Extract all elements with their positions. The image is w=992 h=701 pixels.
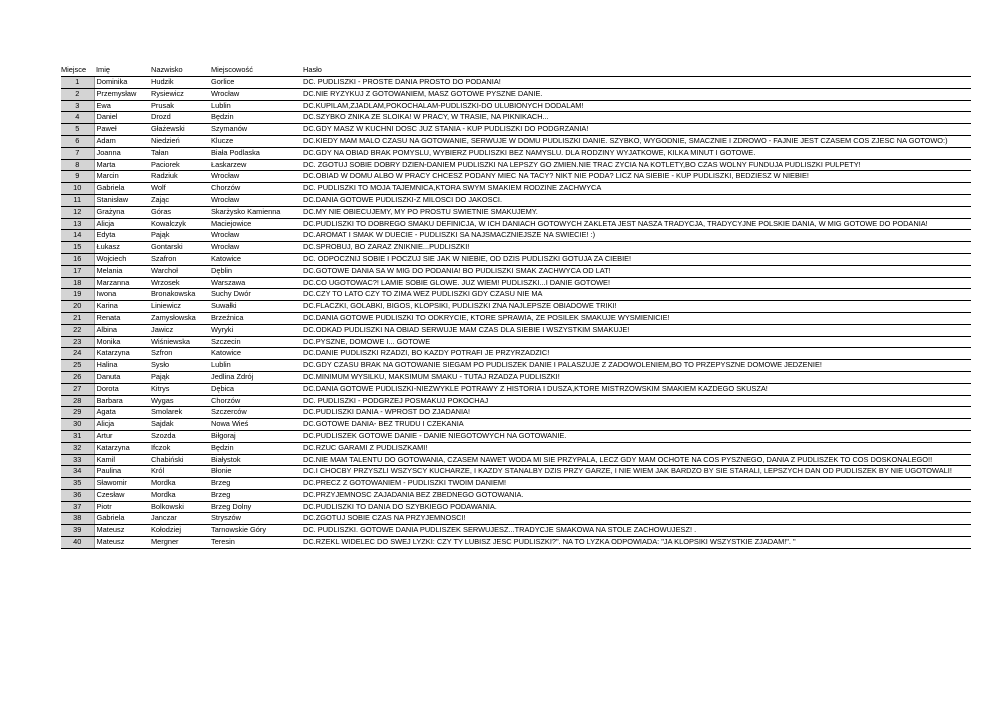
slogan-cell: DC.SZYBKO ZNIKA ZE SLOIKA! W PRACY, W TRASIE, NA PIKNIKACH... <box>301 112 971 124</box>
first-name-cell: Joanna <box>94 147 149 159</box>
city-cell: Teresin <box>209 537 301 549</box>
table-row <box>61 489 971 501</box>
city-cell: Szczecin <box>209 336 301 348</box>
city-cell: Stryszów <box>209 513 301 525</box>
city-cell: Wrocław <box>209 194 301 206</box>
place-cell: 16 <box>61 253 94 265</box>
table-row <box>61 194 971 206</box>
table-row <box>61 159 971 171</box>
city-cell: Tarnowskie Góry <box>209 525 301 537</box>
first-name-cell: Paulina <box>94 466 149 478</box>
last-name-cell: Wygas <box>149 395 209 407</box>
place-cell: 26 <box>61 371 94 383</box>
table-row <box>61 242 971 254</box>
place-cell: 30 <box>61 419 94 431</box>
table-row <box>61 395 971 407</box>
table-row <box>61 230 971 242</box>
last-name-cell: Warchoł <box>149 265 209 277</box>
place-cell: 25 <box>61 360 94 372</box>
last-name-cell: Pająk <box>149 371 209 383</box>
city-cell: Warszawa <box>209 277 301 289</box>
header-place: Miejsce <box>61 65 94 77</box>
place-cell: 15 <box>61 242 94 254</box>
slogan-cell: DC.KUPILAM,ZJADLAM,POKOCHALAM-PUDLISZKI-DO ULUBIONYCH DODALAM! <box>301 100 971 112</box>
table-row <box>61 135 971 147</box>
table-row <box>61 466 971 478</box>
place-cell: 36 <box>61 489 94 501</box>
place-cell: 19 <box>61 289 94 301</box>
city-cell: Dęblin <box>209 265 301 277</box>
slogan-cell: DC. PUDLISZKI - PODGRZEJ POSMAKUJ POKOCHAJ <box>301 395 971 407</box>
last-name-cell: Zamysłowska <box>149 312 209 324</box>
table-row <box>61 77 971 89</box>
table-row <box>61 265 971 277</box>
first-name-cell: Gabriela <box>94 183 149 195</box>
last-name-cell: Sajdak <box>149 419 209 431</box>
last-name-cell: Niedzień <box>149 135 209 147</box>
last-name-cell: Wolf <box>149 183 209 195</box>
first-name-cell: Ewa <box>94 100 149 112</box>
table-row <box>61 112 971 124</box>
table-row <box>61 324 971 336</box>
header-city: Miejscowość <box>209 65 301 77</box>
slogan-cell: DC.GDY MASZ W KUCHNI DOSC JUZ STANIA - KUP PUDLISZKI DO PODGRZANIA! <box>301 124 971 136</box>
slogan-cell: DC.CZY TO LATO CZY TO ZIMA WEZ PUDLISZKI GDY CZASU NIE MA <box>301 289 971 301</box>
place-cell: 38 <box>61 513 94 525</box>
first-name-cell: Edyta <box>94 230 149 242</box>
city-cell: Będzin <box>209 442 301 454</box>
city-cell: Lublin <box>209 100 301 112</box>
place-cell: 21 <box>61 312 94 324</box>
last-name-cell: Szafron <box>149 253 209 265</box>
city-cell: Jedlina Zdrój <box>209 371 301 383</box>
first-name-cell: Łukasz <box>94 242 149 254</box>
header-last-name: Nazwisko <box>149 65 209 77</box>
first-name-cell: Dominika <box>94 77 149 89</box>
first-name-cell: Danuta <box>94 371 149 383</box>
first-name-cell: Agata <box>94 407 149 419</box>
slogan-cell: DC.AROMAT I SMAK W DUECIE - PUDLISZKI SA NAJSMACZNIEJSZE NA SWIECIE! :) <box>301 230 971 242</box>
last-name-cell: Kowalczyk <box>149 218 209 230</box>
place-cell: 2 <box>61 88 94 100</box>
place-cell: 9 <box>61 171 94 183</box>
slogan-cell: DC.PYSZNE, DOMOWE I... GOTOWE <box>301 336 971 348</box>
slogan-cell: DC.FLACZKI, GOLABKI, BIGOS, KLOPSIKI, PUDLISZKI ZNA NAJLEPSZE OBIADOWE TRIKI! <box>301 301 971 313</box>
first-name-cell: Piotr <box>94 501 149 513</box>
last-name-cell: Wiśniewska <box>149 336 209 348</box>
first-name-cell: Daniel <box>94 112 149 124</box>
place-cell: 32 <box>61 442 94 454</box>
city-cell: Wrocław <box>209 171 301 183</box>
table-row <box>61 442 971 454</box>
first-name-cell: Sławomir <box>94 478 149 490</box>
table-row <box>61 301 971 313</box>
first-name-cell: Gabriela <box>94 513 149 525</box>
table-row <box>61 407 971 419</box>
city-cell: Szymanów <box>209 124 301 136</box>
city-cell: Błonie <box>209 466 301 478</box>
slogan-cell: DC.PUDLISZEK GOTOWE DANIE - DANIE NIEGOTOWYCH NA GOTOWANIE. <box>301 430 971 442</box>
city-cell: Lublin <box>209 360 301 372</box>
last-name-cell: Drozd <box>149 112 209 124</box>
city-cell: Szczerców <box>209 407 301 419</box>
slogan-cell: DC.DANIE PUDLISZKI RZADZI, BO KAZDY POTRAFI JE PRZYRZADZIC! <box>301 348 971 360</box>
city-cell: Suwałki <box>209 301 301 313</box>
city-cell: Chorzów <box>209 183 301 195</box>
city-cell: Skarżysko Kamienna <box>209 206 301 218</box>
table-row <box>61 537 971 549</box>
first-name-cell: Marzanna <box>94 277 149 289</box>
last-name-cell: Smolarek <box>149 407 209 419</box>
last-name-cell: Hudzik <box>149 77 209 89</box>
place-cell: 39 <box>61 525 94 537</box>
slogan-cell: DC. ODPOCZNIJ SOBIE I POCZUJ SIE JAK W NIEBIE, OD DZIS PUDLISZKI GOTUJA ZA CIEBIE! <box>301 253 971 265</box>
table-body <box>61 77 971 549</box>
last-name-cell: Kitrys <box>149 383 209 395</box>
place-cell: 31 <box>61 430 94 442</box>
last-name-cell: Liniewicz <box>149 301 209 313</box>
results-table <box>61 65 971 549</box>
last-name-cell: Tałan <box>149 147 209 159</box>
slogan-cell: DC.DANIA GOTOWE PUDLISZKI-NIEZWYKLE POTRAWY Z HISTORIA I DUSZA,KTORE MISTRZOWSKIM SMAKIEM KAZDEGO SKUSZA! <box>301 383 971 395</box>
table-row <box>61 312 971 324</box>
first-name-cell: Czesław <box>94 489 149 501</box>
slogan-cell: DC.PRZYJEMNOSC ZAJADANIA BEZ ZBEDNEGO GOTOWANIA. <box>301 489 971 501</box>
first-name-cell: Kamil <box>94 454 149 466</box>
last-name-cell: Szozda <box>149 430 209 442</box>
table-row <box>61 336 971 348</box>
table-row <box>61 419 971 431</box>
slogan-cell: DC.CO UGOTOWAC?! LAMIE SOBIE GLOWE. JUZ WIEM! PUDLISZKI...I DANIE GOTOWE! <box>301 277 971 289</box>
city-cell: Wrocław <box>209 242 301 254</box>
place-cell: 7 <box>61 147 94 159</box>
last-name-cell: Pająk <box>149 230 209 242</box>
table-row <box>61 218 971 230</box>
table-row <box>61 501 971 513</box>
slogan-cell: DC.KIEDY MAM MALO CZASU NA GOTOWANIE, SERWUJE W DOMU PUDLISZKI DANIE. SZYBKO, WYGODNIE, SMACZNIE I ZDROWO - FAJNIE JEST CZASEM COS ZJESC NA GOTOWO:) <box>301 135 971 147</box>
slogan-cell: DC.DANIA GOTOWE PUDLISZKI TO ODKRYCIE, KTORE SPRAWIA, ZE POSILEK SMAKUJE WYSMIENICIE! <box>301 312 971 324</box>
slogan-cell: DC.NIE RYZYKUJ Z GOTOWANIEM, MASZ GOTOWE PYSZNE DANIE. <box>301 88 971 100</box>
slogan-cell: DC.ZGOTUJ SOBIE CZAS NA PRZYJEMNOSCI! <box>301 513 971 525</box>
last-name-cell: Janczar <box>149 513 209 525</box>
table-row <box>61 171 971 183</box>
table-row <box>61 124 971 136</box>
last-name-cell: Wrzosek <box>149 277 209 289</box>
slogan-cell: DC.NIE MAM TALENTU DO GOTOWANIA, CZASEM NAWET WODA MI SIE PRZYPALA, LECZ GDY MAM OCHOTE NA COS PYSZNEGO, DANIA Z PUDLISZEK TO COS DOSKONALEGO!! <box>301 454 971 466</box>
city-cell: Biała Podlaska <box>209 147 301 159</box>
last-name-cell: Zając <box>149 194 209 206</box>
place-cell: 10 <box>61 183 94 195</box>
last-name-cell: Szfron <box>149 348 209 360</box>
place-cell: 40 <box>61 537 94 549</box>
city-cell: Gorlice <box>209 77 301 89</box>
city-cell: Maciejowice <box>209 218 301 230</box>
city-cell: Wyryki <box>209 324 301 336</box>
slogan-cell: DC.MY NIE OBIECUJEMY, MY PO PROSTU SWIETNIE SMAKUJEMY. <box>301 206 971 218</box>
table-row <box>61 513 971 525</box>
slogan-cell: DC.SPROBUJ, BO ZARAZ ZNIKNIE...PUDLISZKI! <box>301 242 971 254</box>
first-name-cell: Przemysław <box>94 88 149 100</box>
table-row <box>61 277 971 289</box>
first-name-cell: Adam <box>94 135 149 147</box>
table-row <box>61 147 971 159</box>
place-cell: 37 <box>61 501 94 513</box>
city-cell: Biłgoraj <box>209 430 301 442</box>
table-row <box>61 88 971 100</box>
first-name-cell: Katarzyna <box>94 348 149 360</box>
city-cell: Katowice <box>209 253 301 265</box>
last-name-cell: Ifczok <box>149 442 209 454</box>
last-name-cell: Król <box>149 466 209 478</box>
place-cell: 13 <box>61 218 94 230</box>
place-cell: 35 <box>61 478 94 490</box>
place-cell: 1 <box>61 77 94 89</box>
place-cell: 11 <box>61 194 94 206</box>
last-name-cell: Prusak <box>149 100 209 112</box>
city-cell: Wrocław <box>209 230 301 242</box>
place-cell: 20 <box>61 301 94 313</box>
city-cell: Klucze <box>209 135 301 147</box>
first-name-cell: Marcin <box>94 171 149 183</box>
place-cell: 24 <box>61 348 94 360</box>
first-name-cell: Dorota <box>94 383 149 395</box>
first-name-cell: Grażyna <box>94 206 149 218</box>
last-name-cell: Gontarski <box>149 242 209 254</box>
table-row <box>61 430 971 442</box>
place-cell: 29 <box>61 407 94 419</box>
place-cell: 17 <box>61 265 94 277</box>
header-row <box>61 65 971 77</box>
slogan-cell: DC.PUDLISZKI DANIA - WPROST DO ZJADANIA! <box>301 407 971 419</box>
city-cell: Chorzów <box>209 395 301 407</box>
city-cell: Brzeźnica <box>209 312 301 324</box>
first-name-cell: Marta <box>94 159 149 171</box>
first-name-cell: Barbara <box>94 395 149 407</box>
slogan-cell: DC.MINIMUM WYSILKU, MAKSIMUM SMAKU - TUTAJ RZADZA PUDLISZKI! <box>301 371 971 383</box>
first-name-cell: Monika <box>94 336 149 348</box>
first-name-cell: Artur <box>94 430 149 442</box>
place-cell: 23 <box>61 336 94 348</box>
place-cell: 14 <box>61 230 94 242</box>
last-name-cell: Rysiewicz <box>149 88 209 100</box>
first-name-cell: Katarzyna <box>94 442 149 454</box>
city-cell: Białystok <box>209 454 301 466</box>
place-cell: 18 <box>61 277 94 289</box>
place-cell: 3 <box>61 100 94 112</box>
first-name-cell: Iwona <box>94 289 149 301</box>
slogan-cell: DC.RZUC GARAMI Z PUDLISZKAMI! <box>301 442 971 454</box>
place-cell: 22 <box>61 324 94 336</box>
place-cell: 34 <box>61 466 94 478</box>
last-name-cell: Bolkowski <box>149 501 209 513</box>
table-row <box>61 289 971 301</box>
last-name-cell: Chabiński <box>149 454 209 466</box>
first-name-cell: Mateusz <box>94 525 149 537</box>
table-row <box>61 206 971 218</box>
city-cell: Będzin <box>209 112 301 124</box>
last-name-cell: Góras <box>149 206 209 218</box>
first-name-cell: Paweł <box>94 124 149 136</box>
city-cell: Łaskarzew <box>209 159 301 171</box>
first-name-cell: Renata <box>94 312 149 324</box>
city-cell: Brzeg <box>209 478 301 490</box>
last-name-cell: Radziuk <box>149 171 209 183</box>
city-cell: Brzeg <box>209 489 301 501</box>
table-row <box>61 478 971 490</box>
city-cell: Brzeg Dolny <box>209 501 301 513</box>
last-name-cell: Mordka <box>149 489 209 501</box>
slogan-cell: DC. PUDLISZKI - PROSTE DANIA PROSTO DO PODANIA! <box>301 77 971 89</box>
slogan-cell: DC.GDY NA OBIAD BRAK POMYSLU, WYBIERZ PUDLISZKI BEZ NAMYSLU. DLA RODZINY WYJATKOWE, KILKA MINUT I GOTOWE. <box>301 147 971 159</box>
table-row <box>61 383 971 395</box>
first-name-cell: Alicja <box>94 218 149 230</box>
first-name-cell: Karina <box>94 301 149 313</box>
place-cell: 33 <box>61 454 94 466</box>
city-cell: Suchy Dwór <box>209 289 301 301</box>
slogan-cell: DC. PUDLISZKI TO MOJA TAJEMNICA,KTORA SWYM SMAKIEM RODZINE ZACHWYCA <box>301 183 971 195</box>
place-cell: 8 <box>61 159 94 171</box>
first-name-cell: Stanisław <box>94 194 149 206</box>
slogan-cell: DC.ODKAD PUDLISZKI NA OBIAD SERWUJE MAM CZAS DLA SIEBIE I WSZYSTKIM SMAKUJE! <box>301 324 971 336</box>
table-row <box>61 371 971 383</box>
place-cell: 12 <box>61 206 94 218</box>
table-row <box>61 348 971 360</box>
first-name-cell: Alicja <box>94 419 149 431</box>
last-name-cell: Mordka <box>149 478 209 490</box>
last-name-cell: Kołodziej <box>149 525 209 537</box>
first-name-cell: Albina <box>94 324 149 336</box>
place-cell: 6 <box>61 135 94 147</box>
table-row <box>61 525 971 537</box>
table-row <box>61 100 971 112</box>
city-cell: Dębica <box>209 383 301 395</box>
city-cell: Katowice <box>209 348 301 360</box>
slogan-cell: DC. ZGOTUJ SOBIE DOBRY DZIEN-DANIEM PUDLISZKI NA LEPSZY GO ZMIEN.NIE TRAC ZYCIA NA KOTLETY,BO CZAS WOLNY FUNDUJA PUDLISZKI PULPETY! <box>301 159 971 171</box>
table-row <box>61 454 971 466</box>
slogan-cell: DC.PUDLISZKI TO DANIA DO SZYBKIEGO PODAWANIA. <box>301 501 971 513</box>
header-first-name: Imię <box>94 65 149 77</box>
city-cell: Wrocław <box>209 88 301 100</box>
slogan-cell: DC.GOTOWE DANIA SA W MIG DO PODANIA! BO PUDLISZKI SMAK ZACHWYCA OD LAT! <box>301 265 971 277</box>
slogan-cell: DC.OBIAD W DOMU ALBO W PRACY CHCESZ PODANY MIEC NA TACY? NIKT NIE PODA? LICZ NA SIEBIE - KUP PUDLISZKI, BEDZIESZ W NIEBIE! <box>301 171 971 183</box>
first-name-cell: Mateusz <box>94 537 149 549</box>
city-cell: Nowa Wieś <box>209 419 301 431</box>
first-name-cell: Wojciech <box>94 253 149 265</box>
last-name-cell: Jawicz <box>149 324 209 336</box>
table-row <box>61 253 971 265</box>
slogan-cell: DC.DANIA GOTOWE PUDLISZKI-Z MILOSCI DO JAKOSCI. <box>301 194 971 206</box>
header-slogan: Hasło <box>301 65 971 77</box>
slogan-cell: DC.RZEKL WIDELEC DO SWEJ LYZKI: CZY TY LUBISZ JESC PUDLISZKI?". NA TO LYZKA ODPOWIADA: "JA KLOPSIKI WSZYSTKIE ZJADAM!". " <box>301 537 971 549</box>
last-name-cell: Paciorek <box>149 159 209 171</box>
place-cell: 27 <box>61 383 94 395</box>
place-cell: 28 <box>61 395 94 407</box>
place-cell: 5 <box>61 124 94 136</box>
last-name-cell: Głażewski <box>149 124 209 136</box>
table-row <box>61 183 971 195</box>
slogan-cell: DC.GOTOWE DANIA- BEZ TRUDU I CZEKANIA <box>301 419 971 431</box>
first-name-cell: Melania <box>94 265 149 277</box>
slogan-cell: DC.PRECZ Z GOTOWANIEM - PUDLISZKI TWOIM DANIEM! <box>301 478 971 490</box>
slogan-cell: DC. PUDLISZKI. GOTOWE DANIA PUDLISZEK SERWUJESZ...TRADYCJE SMAKOWA NA STOLE ZACHOWUJESZ! . <box>301 525 971 537</box>
slogan-cell: DC.PUDLISZKI TO DOBREGO SMAKU DEFINICJA, W ICH DANIACH GOTOWYCH ZAKLETA JEST NASZA TRADYCJA, TRADYCYJNE POLSKIE DANIA, W MIG GOTOWE DO PODANIA! <box>301 218 971 230</box>
last-name-cell: Sysło <box>149 360 209 372</box>
last-name-cell: Bronakowska <box>149 289 209 301</box>
table-row <box>61 360 971 372</box>
slogan-cell: DC.I CHOCBY PRZYSZLI WSZYSCY KUCHARZE, I KAZDY STANALBY DZIS PRZY GARZE, I NIE WIEM JAK BARDZO BY SIE STARALI, LEPSZYCH DAN OD PUDLISZEK BY NIE UGOTOWALI! <box>301 466 971 478</box>
place-cell: 4 <box>61 112 94 124</box>
last-name-cell: Mergner <box>149 537 209 549</box>
first-name-cell: Halina <box>94 360 149 372</box>
slogan-cell: DC.GDY CZASU BRAK NA GOTOWANIE SIEGAM PO PUDLISZEK DANIE I PALASZUJE Z ZADOWOLENIEM,BO TO PRZEPYSZNE DOMOWE JEDZENIE! <box>301 360 971 372</box>
